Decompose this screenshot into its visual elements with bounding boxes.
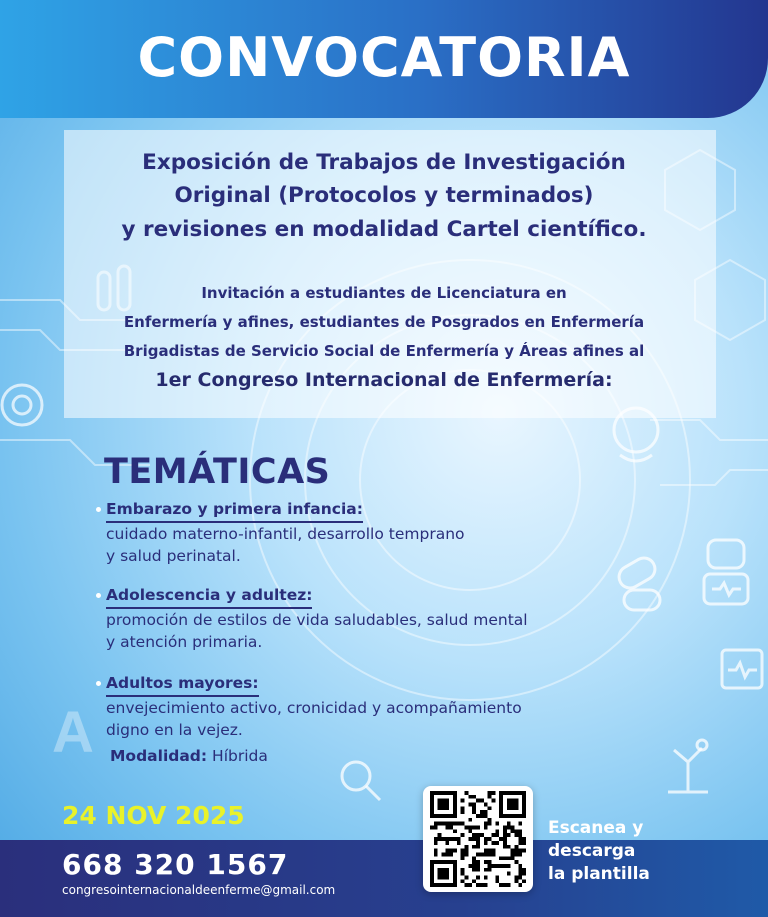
robot-icon — [704, 540, 748, 604]
invitation-line: Enfermería y afines, estudiantes de Posgrados en Enfermería — [123, 313, 645, 331]
congress-name: 1er Congreso Internacional de Enfermería: — [155, 369, 613, 391]
topic-description: envejecimiento activo, cronicidad y acompañamiento — [106, 699, 522, 717]
topic-item — [96, 498, 465, 567]
magnifier-icon — [342, 762, 380, 800]
headline-line: y revisiones en modalidad Cartel científico. — [121, 216, 647, 242]
qr-code-icon — [429, 791, 527, 887]
qr-caption — [548, 817, 650, 886]
modality-value: Híbrida — [212, 747, 268, 765]
headline — [40, 146, 728, 246]
topic-description: cuidado materno-infantil, desarrollo temprano — [106, 525, 465, 543]
headline-line: Original (Protocolos y terminados) — [174, 183, 594, 209]
qr-caption-line: descarga — [548, 841, 636, 861]
topic-description: promoción de estilos de vida saludables, salud mental — [106, 611, 528, 629]
qr-caption-line: Escanea y — [548, 818, 644, 838]
bullet-icon — [96, 593, 101, 598]
contact-email[interactable]: congresointernacionaldeenferme@gmail.com — [62, 883, 336, 897]
topic-heading: Adultos mayores: — [106, 672, 259, 697]
monitor-icon — [722, 650, 762, 688]
event-date: 24 NOV 2025 — [62, 801, 245, 830]
watermark-letter: A — [52, 700, 94, 765]
bullet-icon — [96, 507, 101, 512]
invitation-line: Brigadistas de Servicio Social de Enfermería y Áreas afines al — [123, 342, 645, 360]
headline-line: Exposición de Trabajos de Investigación — [142, 150, 626, 175]
topic-heading: Adolescencia y adultez: — [106, 584, 312, 609]
robotic-arm-icon — [668, 740, 708, 792]
invitation-line: Invitación a estudiantes de Licenciatura en — [201, 284, 567, 302]
qr-caption-line: la plantilla — [548, 864, 650, 884]
stethoscope-icon — [2, 385, 42, 425]
modality-label: Modalidad: — [110, 747, 208, 765]
qr-code[interactable] — [423, 786, 533, 892]
topic-item — [96, 672, 522, 741]
topic-description: y salud perinatal. — [106, 547, 241, 565]
topic-description: y atención primaria. — [106, 633, 263, 651]
deco-circuit-right — [650, 420, 768, 485]
poster-title: CONVOCATORIA — [137, 26, 631, 89]
topic-heading: Embarazo y primera infancia: — [106, 498, 363, 523]
invitation-text — [40, 279, 728, 395]
topic-description: digno en la vejez. — [106, 721, 243, 739]
topics-title: TEMÁTICAS — [104, 452, 331, 492]
contact-phone[interactable]: 668 320 1567 — [62, 848, 289, 881]
modality — [110, 747, 268, 765]
bullet-icon — [96, 681, 101, 686]
topic-item — [96, 584, 528, 653]
